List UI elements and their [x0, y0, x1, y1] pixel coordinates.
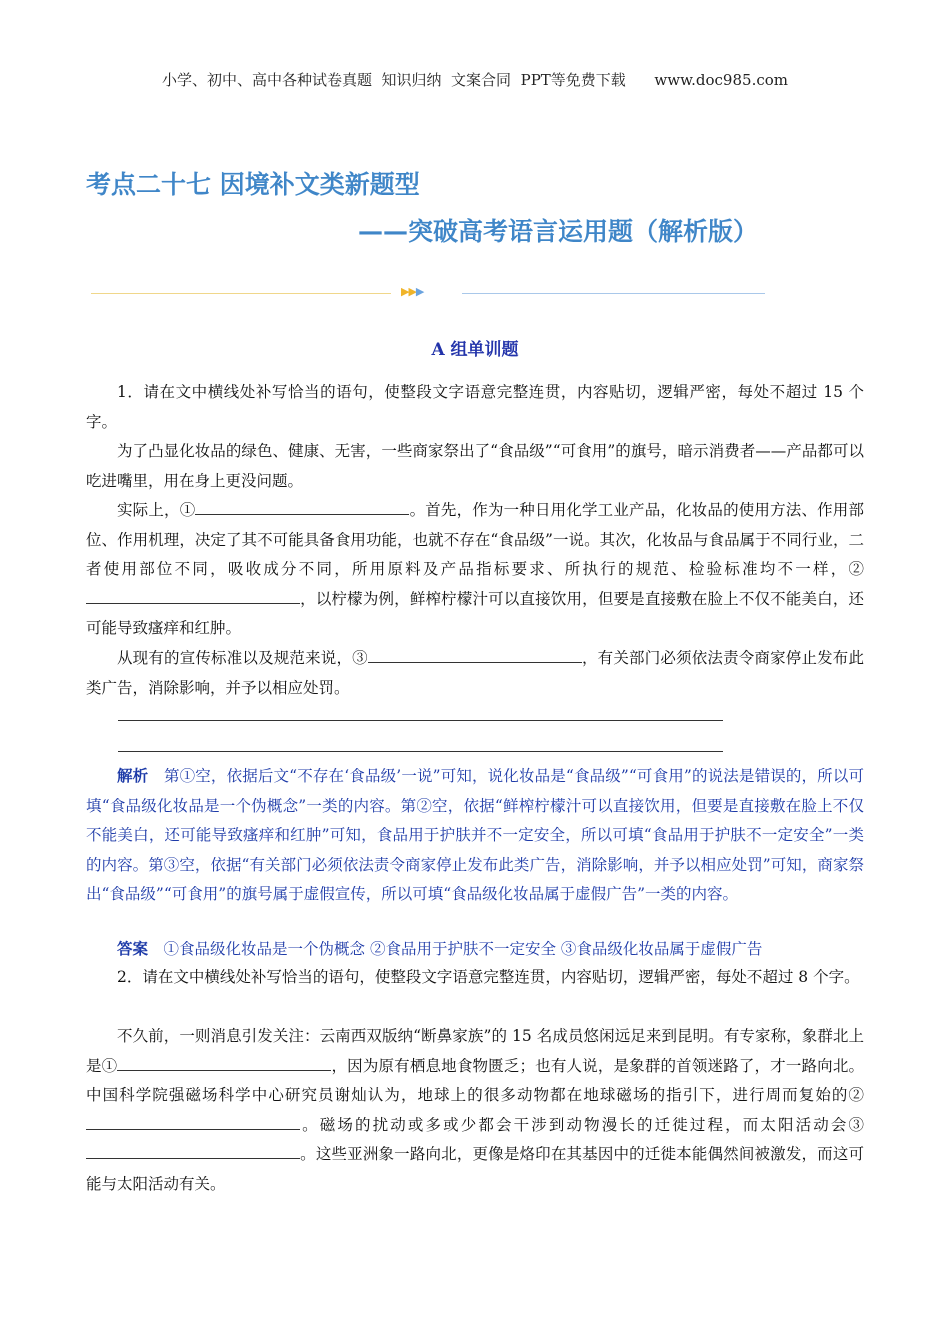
page-title: 考点二十七 因境补文类新题型 [86, 170, 420, 199]
blank-q2-2[interactable] [86, 1128, 300, 1130]
analysis-label: 解析 [117, 766, 149, 785]
blank-q2-3[interactable] [86, 1157, 300, 1159]
question-2-prompt: 2．请在文中横线处补写恰当的语句，使整段文字语意完整连贯，内容贴切，逻辑严密，每处不超过 8 个字。 [117, 968, 860, 986]
question-1-paragraph-1: 为了凸显化妆品的绿色、健康、无害，一些商家祭出了“食品级”“可食用”的旗号，暗示消费者——产品都可以吃进嘴里，用在身上更没问题。 [86, 442, 864, 490]
question-1-paragraph-3: 从现有的宣传标准以及规范来说，③ ，有关部门必须依法责令商家停止发布此类广告，消除影响，并予以相应处罚。 [86, 649, 864, 697]
blank-q2-1[interactable] [117, 1069, 331, 1071]
section-title: A 组单训题 [431, 340, 519, 360]
question-1-analysis: 解析 第①空，依据后文“不存在‘食品级’一说”可知，说化妆品是“食品级”“可食用”的说法是错误的，所以可填“食品级化妆品是一个伪概念”一类的内容。第②空，依据“鲜榨柠檬汁可以直接饮用，但要是直接敷在脸上不仅不能美白，还可能导致瘙痒和红肿”可知，食品用于护肤并不一定安全，所以可填“食品用于护肤不一定安全”一类的内容。第③空，依据“有关部门必须依法责令商家停止发布此类广告，消除影响，并予以相应处罚”可知，商家祭出“食品级”“可食用”的旗号属于虚假宣传，所以可填“食品级化妆品属于虚假广告”一类的内容。 [86, 766, 864, 903]
divider-left [91, 293, 391, 294]
page-subtitle: ——突破高考语言运用题（解析版） [358, 217, 759, 246]
answer-line-1[interactable] [118, 720, 723, 721]
question-2-paragraph: 不久前，一则消息引发关注：云南西双版纳“断鼻家族”的 15 名成员悠闲远足来到昆明。有专家称，象群北上是① ，因为原有栖息地食物匮乏；也有人说，是象群的首领迷路了，才一路向北。中国科学院强磁场科学中心研究员谢灿认为，地球上的很多动物都在地球磁场的指引下，进行周而复始的②。磁场的扰动或多或少都会干涉到动物漫长的迁徙过程，而太阳活动会③。这些亚洲象一路向北，更像是烙印在其基因中的迁徙本能偶然间被激发，而这可能与太阳活动有关。 [86, 1027, 864, 1193]
question-1-paragraph-2: 实际上，① 。首先，作为一种日用化学工业产品，化妆品的使用方法、作用部位、作用机理，决定了其不可能具备食用功能，也就不存在“食品级”一说。其次，化妆品与食品属于不同行业，二者使用部位不同，吸收成分不同，所用原料及产品指标要求、所执行的规范、检验标准均不一样，②，以柠檬为例，鲜榨柠檬汁可以直接饮用，但要是直接敷在脸上不仅不能美白，还可能导致瘙痒和红肿。 [86, 501, 864, 637]
question-1-prompt: 1．请在文中横线处补写恰当的语句，使整段文字语意完整连贯，内容贴切，逻辑严密，每处不超过 15 个字。 [86, 383, 864, 431]
question-1-answer: 答案 ①食品级化妆品是一个伪概念 ②食品用于护肤不一定安全 ③食品级化妆品属于虚假广告 [117, 939, 763, 958]
divider-right [462, 293, 765, 294]
blank-3[interactable] [368, 661, 582, 663]
answer-label: 答案 [117, 939, 149, 958]
blank-1[interactable] [195, 513, 409, 515]
answer-line-2[interactable] [118, 751, 723, 752]
arrow-divider-icon: ▶▶▶ [401, 285, 424, 298]
blank-2[interactable] [86, 602, 300, 604]
page-header: 小学、初中、高中各种试卷真题 知识归纳 文案合同 PPT等免费下载 www.doc985.com [161, 71, 788, 89]
